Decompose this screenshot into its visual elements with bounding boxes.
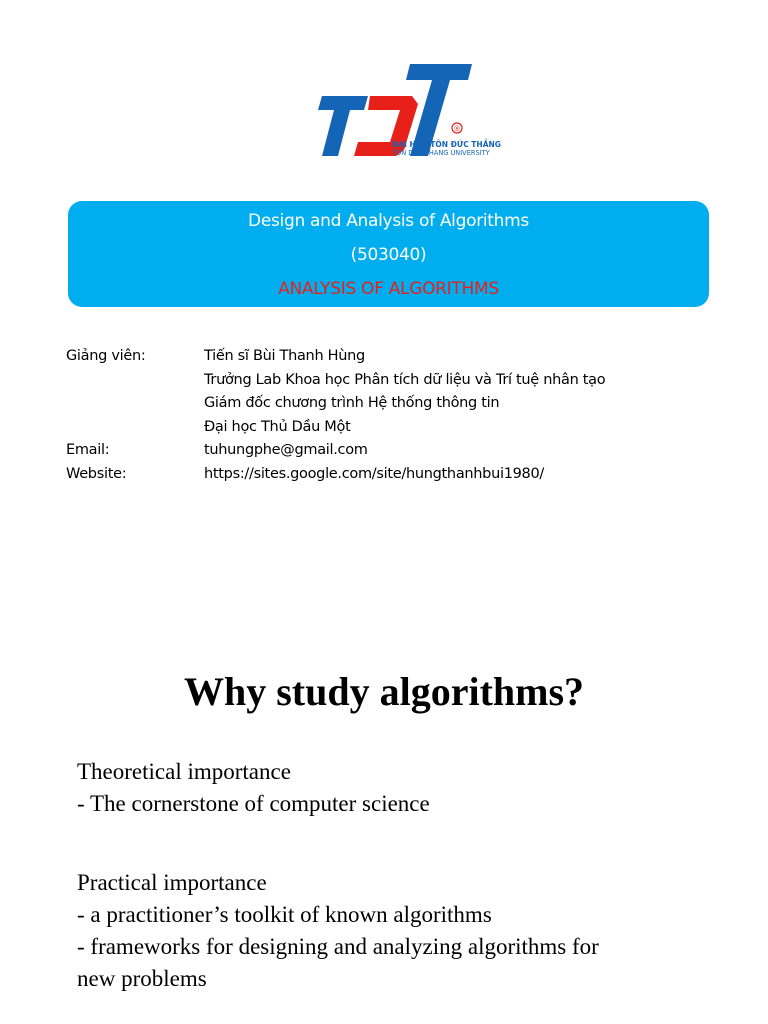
course-code: (503040) — [350, 245, 427, 265]
theoretical-point: - The cornerstone of computer science — [77, 791, 430, 816]
course-banner — [68, 201, 709, 307]
practical-title: Practical importance — [77, 870, 267, 895]
university-logo — [300, 58, 501, 160]
email-value[interactable]: tuhungphe@gmail.com — [204, 442, 368, 458]
website-label: Website: — [66, 465, 127, 482]
logo-name-en: TON DUC THANG UNIVERSITY — [392, 149, 490, 157]
website-value[interactable]: https://sites.google.com/site/hungthanhbui1980/ — [204, 465, 544, 482]
lecturer-university: Đại học Thủ Dầu Một — [204, 418, 351, 435]
practical-point-frameworks: - frameworks for designing and analyzing algorithms for — [77, 934, 599, 959]
theoretical-importance-block — [77, 756, 430, 820]
lecturer-position: Giám đốc chương trình Hệ thống thông tin — [204, 395, 500, 411]
tdt-logo-icon — [300, 58, 501, 160]
practical-point-toolkit: - a practitioner’s toolkit of known algorithms — [77, 902, 492, 927]
lecturer-label: Giảng viên: — [66, 348, 146, 364]
lecturer-name: Tiến sĩ Bùi Thanh Hùng — [204, 348, 365, 364]
section-heading: Why study algorithms? — [183, 669, 585, 714]
email-label: Email: — [66, 442, 110, 458]
lecturer-role: Trưởng Lab Khoa học Phân tích dữ liệu và Trí tuệ nhân tạo — [204, 371, 606, 388]
course-title: Design and Analysis of Algorithms — [248, 211, 529, 231]
theoretical-title: Theoretical importance — [77, 759, 291, 784]
registered-mark: ® — [453, 125, 461, 133]
lecture-topic: ANALYSIS OF ALGORITHMS — [278, 279, 499, 299]
logo-name-vi: ĐẠI HỌC TÔN ĐỨC THẮNG — [392, 140, 501, 149]
practical-importance-block — [77, 867, 599, 995]
practical-point-frameworks-cont: new problems — [77, 966, 207, 991]
